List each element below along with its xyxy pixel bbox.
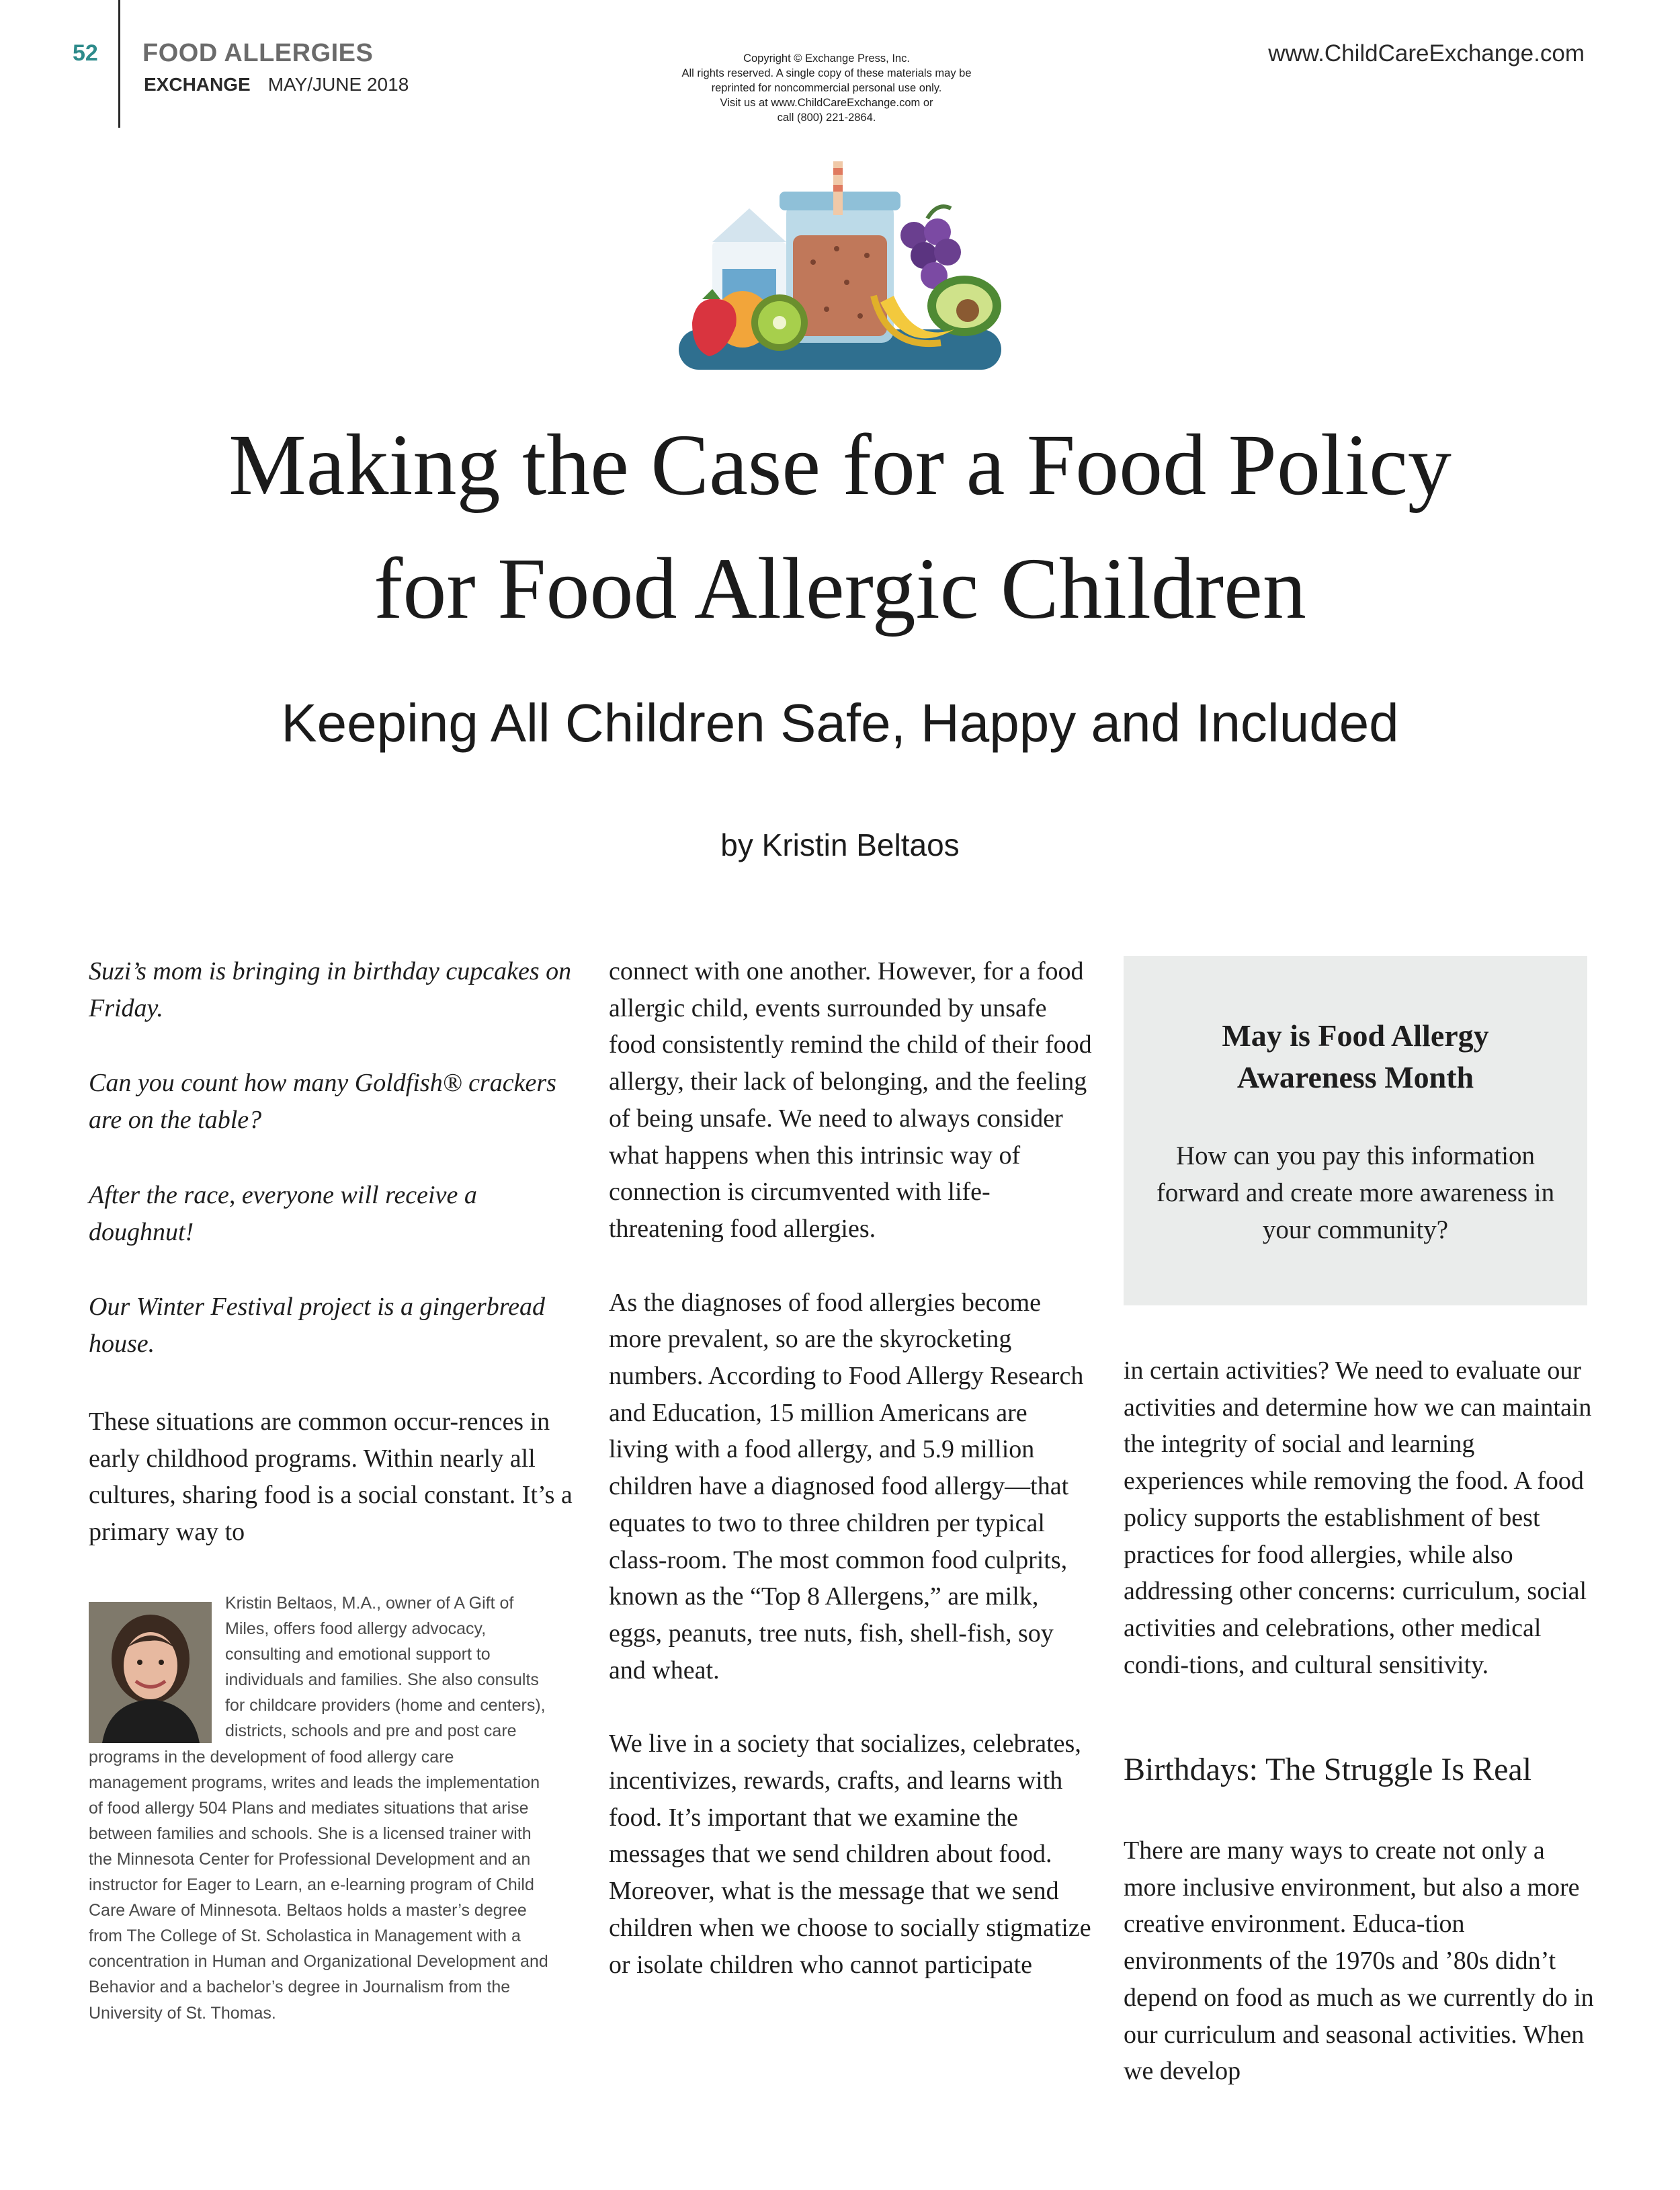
copyright-line: Copyright © Exchange Press, Inc. xyxy=(743,52,910,65)
sidebar-text: How can you pay this information forward and create more awareness in your community? xyxy=(1156,1141,1555,1244)
sidebar-title xyxy=(1124,1015,1587,1098)
intro-quote: Our Winter Festival project is a gingerbread house. xyxy=(89,1293,545,1358)
page-number: 52 xyxy=(73,40,98,66)
intro-quote: Suzi’s mom is bringing in birthday cupcakes on Friday. xyxy=(89,957,572,1022)
byline: by Kristin Beltaos xyxy=(720,827,960,862)
article-title-line: Making the Case for a Food Policy xyxy=(228,417,1452,514)
author-bio xyxy=(89,1590,552,2026)
body-paragraph: connect with one another. However, for a food allergic child, events surrounded by unsafe food consistently remind the child of their food allergy, their lack of belonging, and the feeling of being unsafe. We need to always consider what happens when this intrinsic way of connection is circumvented with life-threatening food allergies. xyxy=(609,957,1092,1243)
intro-quote: Can you count how many Goldfish® crackers are on the table? xyxy=(89,1069,556,1135)
site-url[interactable]: www.ChildCareExchange.com xyxy=(1268,40,1585,67)
intro-quote: After the race, everyone will receive a doughnut! xyxy=(89,1180,477,1246)
magazine-issue-line xyxy=(144,74,409,95)
sidebar-title-line: May is Food Allergy xyxy=(1222,1018,1489,1053)
copyright-notice xyxy=(625,51,1028,125)
copyright-line: call (800) 221-2864. xyxy=(777,112,876,124)
column-2 xyxy=(609,953,1093,2020)
body-paragraph: As the diagnoses of food allergies become more prevalent, so are the skyrocketing numbers. According to Food Allergy Research and Education, 15 million Americans are living with a food allergy, and 5.9 million children have a diagnosed food allergy—that equates to two to three children per typical class-room. The most common food culprits, known as the “Top 8 Allergens,” are milk, eggs, peanuts, tree nuts, fish, shell-fish, soy and wheat. xyxy=(609,1288,1084,1685)
header-divider xyxy=(118,0,120,128)
section-title: FOOD ALLERGIES xyxy=(142,39,374,67)
intro-quotes xyxy=(89,953,573,1401)
sidebar-title-line: Awareness Month xyxy=(1236,1060,1474,1094)
copyright-line: Visit us at www.ChildCareExchange.com or xyxy=(720,97,933,109)
author-bio-text: Kristin Beltaos, M.A., owner of A Gift of Miles, offers food allergy advocacy, consulting and emotional support to individuals and families. She also consults for childcare providers (home and centers), districts, schools and pre and post care programs in the development of food allergy care management programs, writes and leads the implementation of food allergy 504 Plans and mediates situations that arise between families and schools. She is a licensed trainer with the Minnesota Center for Professional Development and an instructor for Eager to Learn, an e-learning program of Child Care Aware of Minnesota. Beltaos holds a master’s degree from The College of St. Scholastica in Management with a concentration in Human and Organizational Development and Behavior and a bachelor’s degree in Journalism from the University of St. Thomas. xyxy=(89,1594,548,2023)
body-paragraph: in certain activities? We need to evaluate our activities and determine how we can maintain the integrity of social and learning experiences while removing the food. A food policy supports the establishment of best practices for food allergies, while also addressing other concerns: curriculum, social activities and celebrations, other medical condi-tions, and cultural sensitivity. xyxy=(1124,1356,1592,1679)
copyright-line: All rights reserved. A single copy of these materials may be xyxy=(681,67,972,79)
section-heading: Birthdays: The Struggle Is Real xyxy=(1124,1752,1532,1787)
body-paragraph: There are many ways to create not only a more inclusive environment, but also a more creative environment. Educa-tion environments of the 1970s and ’80s didn’t depend on food as much as we currently do in our curriculum and seasonal activities. When we develop xyxy=(1124,1836,1594,2086)
photo-spacer xyxy=(89,1590,225,1742)
food-illustration-icon xyxy=(672,161,1008,383)
copyright-line: reprinted for noncommercial personal use only. xyxy=(711,82,942,94)
body-paragraph: We live in a society that socializes, celebrates, incentivizes, rewards, crafts, and learns with food. It’s important that we examine the messages that we send children about food. Moreover, what is the message that we send children when we choose to socially stigmatize or isolate children who cannot participate xyxy=(609,1730,1091,1979)
issue-date: MAY/JUNE 2018 xyxy=(267,74,409,95)
article-subtitle: Keeping All Children Safe, Happy and Included xyxy=(281,693,1399,753)
sidebar-box xyxy=(1124,956,1587,1305)
article-title xyxy=(101,403,1579,651)
body-paragraph: These situations are common occur-rences in early childhood programs. Within nearly all cultures, sharing food is a social constant. It’s a primary way to xyxy=(89,1408,573,1547)
magazine-name: EXCHANGE xyxy=(144,74,251,95)
article-title-line: for Food Allergic Children xyxy=(374,540,1306,637)
